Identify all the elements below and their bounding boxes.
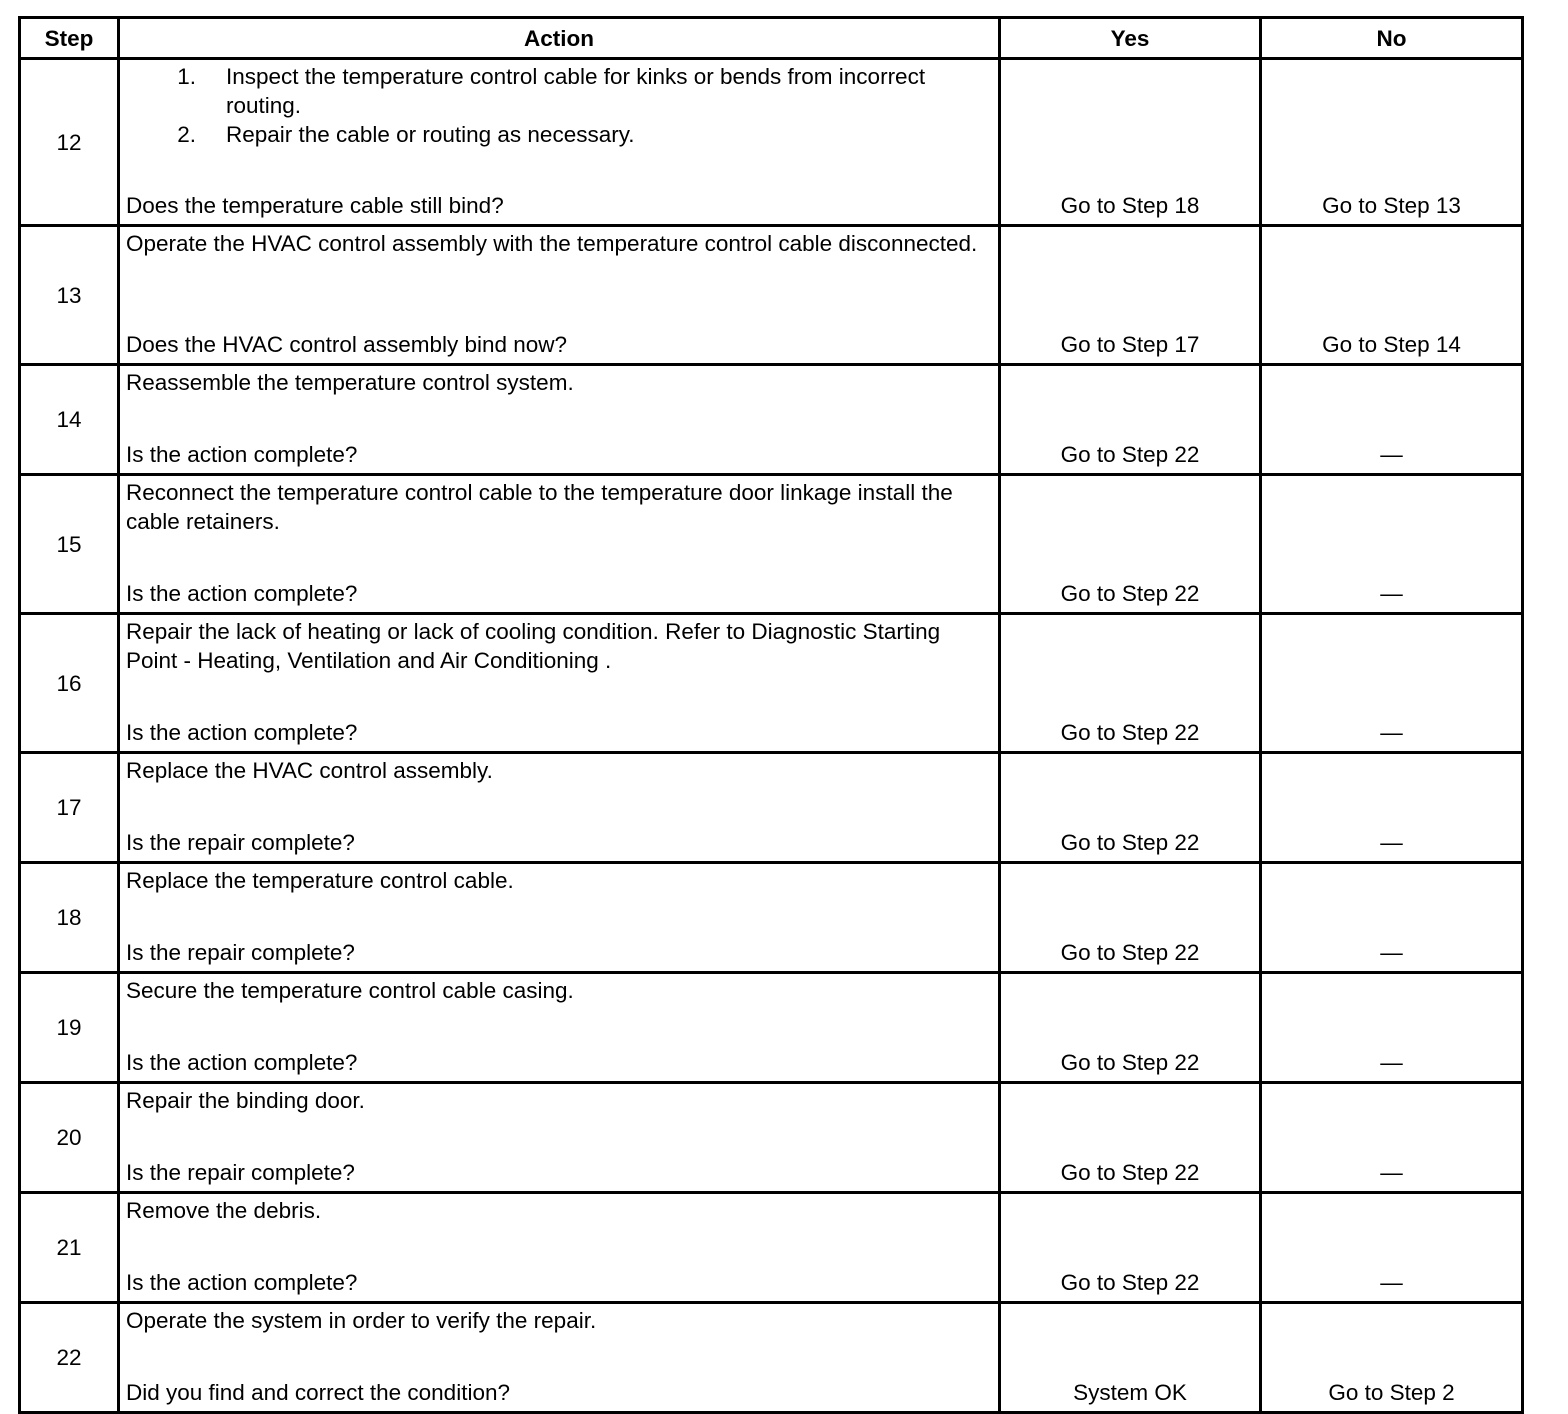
- yes-result: Go to Step 18: [1000, 59, 1261, 226]
- step-number: 12: [20, 59, 119, 226]
- action-cell: [119, 59, 1000, 226]
- step-number: 22: [20, 1303, 119, 1413]
- action-text: Operate the system in order to verify the repair.: [126, 1308, 597, 1333]
- action-question: Is the action complete?: [126, 1270, 358, 1295]
- action-cell: [119, 365, 1000, 475]
- header-yes: Yes: [1000, 18, 1261, 59]
- action-text: Remove the debris.: [126, 1198, 322, 1223]
- list-item-text: Repair the cable or routing as necessary.: [226, 122, 635, 147]
- no-result: —: [1261, 863, 1523, 973]
- no-result: —: [1261, 973, 1523, 1083]
- yes-result: Go to Step 22: [1000, 475, 1261, 614]
- list-item: [126, 120, 992, 149]
- yes-result: Go to Step 22: [1000, 1083, 1261, 1193]
- action-question: Is the action complete?: [126, 1050, 358, 1075]
- action-question: Is the repair complete?: [126, 940, 355, 965]
- action-question: Does the HVAC control assembly bind now?: [126, 332, 568, 357]
- step-number: 16: [20, 614, 119, 753]
- action-text: Secure the temperature control cable casing.: [126, 978, 574, 1003]
- action-question: Is the action complete?: [126, 720, 358, 745]
- step-number: 15: [20, 475, 119, 614]
- diagnostic-table: [18, 16, 1524, 1414]
- no-result: —: [1261, 1193, 1523, 1303]
- table-row: [20, 973, 1523, 1083]
- no-result: —: [1261, 1083, 1523, 1193]
- action-question: Is the repair complete?: [126, 830, 355, 855]
- step-number: 18: [20, 863, 119, 973]
- list-item: [126, 62, 992, 120]
- action-text: Repair the lack of heating or lack of cooling condition. Refer to Diagnostic Starting Point - Heating, Ventilation and Air Conditioning .: [126, 619, 941, 673]
- no-result: —: [1261, 475, 1523, 614]
- header-no: No: [1261, 18, 1523, 59]
- action-text: Reassemble the temperature control system.: [126, 370, 574, 395]
- yes-result: System OK: [1000, 1303, 1261, 1413]
- table-row: [20, 226, 1523, 365]
- yes-result: Go to Step 22: [1000, 365, 1261, 475]
- step-number: 13: [20, 226, 119, 365]
- action-text: Replace the HVAC control assembly.: [126, 758, 493, 783]
- table-row: [20, 863, 1523, 973]
- yes-result: Go to Step 17: [1000, 226, 1261, 365]
- action-cell: [119, 475, 1000, 614]
- action-question: Is the repair complete?: [126, 1160, 355, 1185]
- table-row: [20, 614, 1523, 753]
- action-cell: [119, 753, 1000, 863]
- action-cell: [119, 1303, 1000, 1413]
- action-question: Did you find and correct the condition?: [126, 1380, 510, 1405]
- no-result: —: [1261, 614, 1523, 753]
- yes-result: Go to Step 22: [1000, 973, 1261, 1083]
- list-item-text: Inspect the temperature control cable for kinks or bends from incorrect routing.: [226, 64, 926, 118]
- action-cell: [119, 1193, 1000, 1303]
- header-row: [20, 18, 1523, 59]
- action-cell: [119, 973, 1000, 1083]
- yes-result: Go to Step 22: [1000, 753, 1261, 863]
- table-row: [20, 59, 1523, 226]
- action-list: [126, 62, 992, 149]
- action-text: Repair the binding door.: [126, 1088, 365, 1113]
- no-result: —: [1261, 753, 1523, 863]
- table-row: [20, 1193, 1523, 1303]
- table-row: [20, 1083, 1523, 1193]
- no-result: Go to Step 2: [1261, 1303, 1523, 1413]
- no-result: Go to Step 13: [1261, 59, 1523, 226]
- action-question: Is the action complete?: [126, 442, 358, 467]
- action-cell: [119, 863, 1000, 973]
- step-number: 14: [20, 365, 119, 475]
- step-number: 17: [20, 753, 119, 863]
- list-item-number: 1.: [177, 64, 196, 89]
- yes-result: Go to Step 22: [1000, 1193, 1261, 1303]
- action-text: Operate the HVAC control assembly with the temperature control cable disconnected.: [126, 231, 978, 256]
- step-number: 21: [20, 1193, 119, 1303]
- action-cell: [119, 1083, 1000, 1193]
- step-number: 19: [20, 973, 119, 1083]
- header-step: Step: [20, 18, 119, 59]
- table-row: [20, 1303, 1523, 1413]
- yes-result: Go to Step 22: [1000, 614, 1261, 753]
- action-question: Is the action complete?: [126, 581, 358, 606]
- table-row: [20, 365, 1523, 475]
- action-question: Does the temperature cable still bind?: [126, 193, 504, 218]
- no-result: —: [1261, 365, 1523, 475]
- yes-result: Go to Step 22: [1000, 863, 1261, 973]
- action-text: Replace the temperature control cable.: [126, 868, 514, 893]
- action-cell: [119, 614, 1000, 753]
- list-item-number: 2.: [177, 122, 196, 147]
- step-number: 20: [20, 1083, 119, 1193]
- table-row: [20, 753, 1523, 863]
- action-cell: [119, 226, 1000, 365]
- header-action: Action: [119, 18, 1000, 59]
- table-row: [20, 475, 1523, 614]
- no-result: Go to Step 14: [1261, 226, 1523, 365]
- action-text: Reconnect the temperature control cable to the temperature door linkage install the cable retainers.: [126, 480, 953, 534]
